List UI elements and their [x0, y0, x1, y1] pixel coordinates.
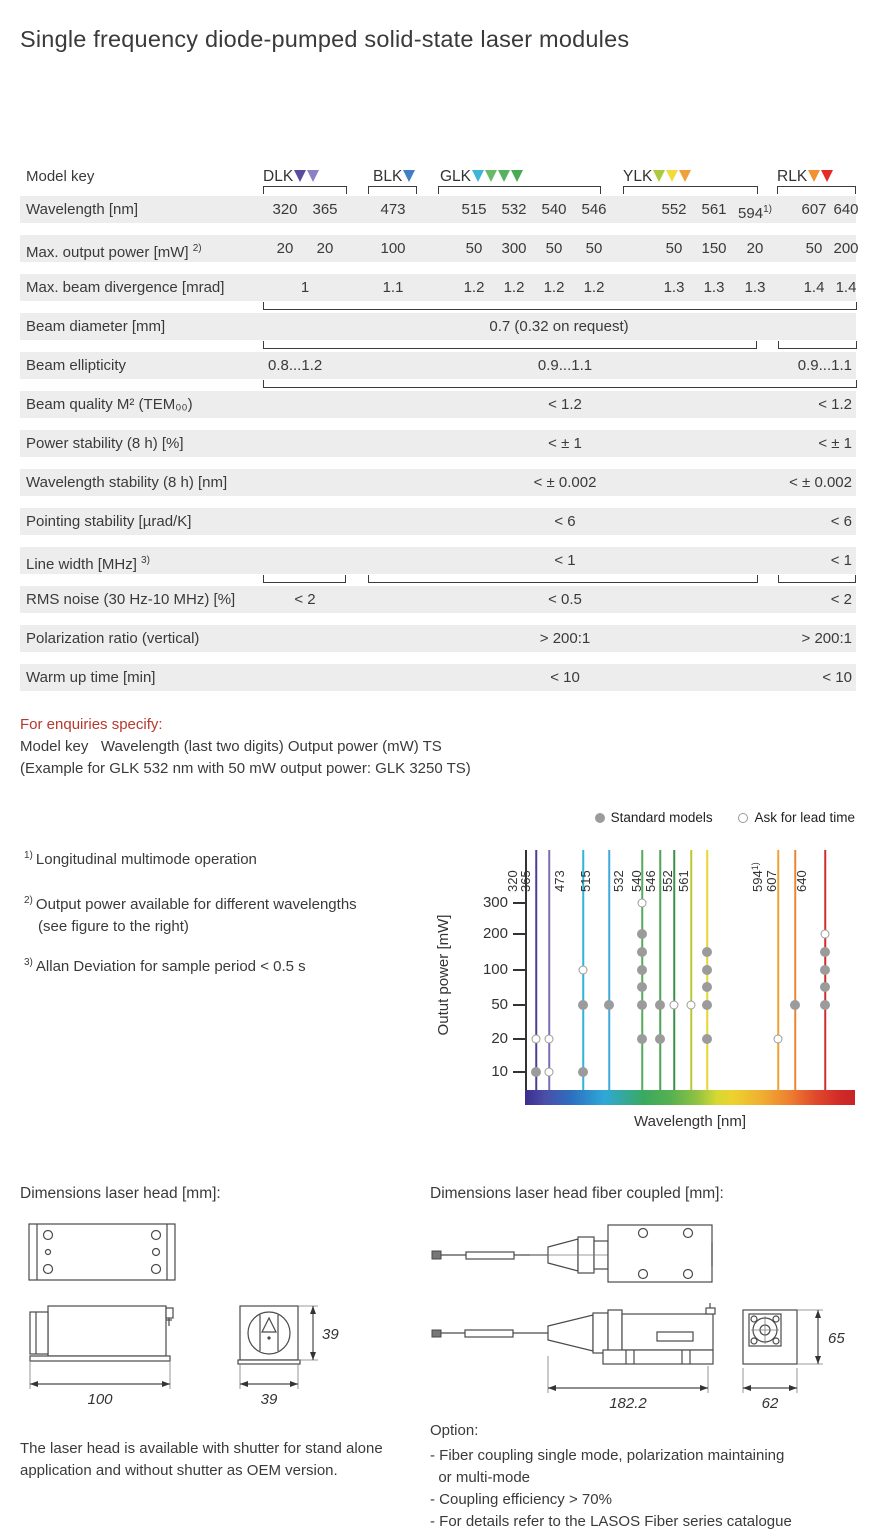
- footnote-3: $^{3)}$ Allan Deviation for sample period < 0.5 s: [24, 957, 306, 975]
- table-cell: < ± 0.002: [789, 474, 852, 491]
- wavelength-line-label: 473: [552, 870, 567, 892]
- y-tick-mark: [513, 969, 525, 971]
- data-point-standard: [578, 1067, 588, 1077]
- table-cell: 50: [585, 240, 603, 257]
- table-cell: 0.7 (0.32 on request): [489, 318, 629, 335]
- y-tick-label: 300: [482, 894, 508, 911]
- table-cell: 365: [312, 201, 338, 218]
- wavelength-line-label: 546: [643, 870, 658, 892]
- wavelength-line-label: 561: [676, 870, 691, 892]
- model-color-triangle-icon: [307, 170, 319, 182]
- table-cell: < 6: [554, 513, 576, 530]
- legend-item-standard: Standard models: [595, 810, 713, 825]
- data-point-lead: [579, 966, 588, 975]
- row-label: RMS noise (30 Hz-10 MHz) [%]: [26, 591, 236, 608]
- table-row-divergence: [20, 274, 856, 301]
- wavelength-line: [548, 850, 550, 1090]
- table-cell: 0.9...1.1: [537, 357, 593, 374]
- svg-text:39: 39: [260, 1391, 278, 1408]
- table-cell: 1.3: [744, 279, 766, 296]
- row-label: Pointing stability [µrad/K]: [26, 513, 192, 530]
- table-cell: < 10: [550, 669, 580, 686]
- y-tick-mark: [513, 933, 525, 935]
- data-point-standard: [578, 1000, 588, 1010]
- filled-dot-icon: [595, 813, 605, 823]
- table-cell: 100: [380, 240, 406, 257]
- table-cell: < ± 1: [548, 435, 582, 452]
- data-point-standard: [637, 929, 647, 939]
- footnote-1: $^{1)}$ Longitudinal multimode operation: [24, 850, 257, 868]
- row-label: Wavelength [nm]: [26, 201, 138, 218]
- wavelength-line-label: 552: [660, 870, 675, 892]
- row-label: Beam quality M² (TEM₀₀): [26, 396, 193, 413]
- table-cell: < 6: [830, 513, 852, 530]
- chart-legend: [430, 810, 855, 825]
- table-cell: 0.9...1.1: [797, 357, 852, 374]
- data-point-standard: [702, 947, 712, 957]
- dimensions-right-heading: Dimensions laser head fiber coupled [mm]:: [430, 1185, 724, 1202]
- data-point-standard: [702, 1034, 712, 1044]
- y-tick-label: 50: [491, 996, 508, 1013]
- model-color-triangle-icon: [821, 170, 833, 182]
- data-point-lead: [545, 1035, 554, 1044]
- table-cell: 1: [300, 279, 310, 296]
- table-row-output-power: [20, 235, 859, 262]
- enquiries-line2: (Example for GLK 532 nm with 50 mW output power: GLK 3250 TS): [20, 760, 471, 777]
- model-key-label: Model key: [26, 168, 95, 185]
- enquiries-line1: Model key Wavelength (last two digits) Output power (mW) TS: [20, 738, 442, 755]
- table-cell: 50: [805, 240, 823, 257]
- data-point-standard: [702, 1000, 712, 1010]
- table-cell: 540: [541, 201, 567, 218]
- model-group-glk: GLK: [440, 163, 523, 190]
- laser-head-side-view-drawing: [28, 1296, 188, 1410]
- row-bracket: [778, 341, 857, 349]
- open-dot-icon: [738, 813, 748, 823]
- table-cell: 50: [665, 240, 683, 257]
- fiber-head-top-view-drawing: [430, 1212, 722, 1300]
- output-power-chart: [430, 800, 878, 1145]
- row-label: Beam diameter [mm]: [26, 318, 166, 335]
- group-bracket-glk: [438, 186, 601, 194]
- table-cell: < 1: [554, 552, 576, 569]
- table-cell: 150: [701, 240, 727, 257]
- data-point-lead: [687, 1001, 696, 1010]
- svg-text:39: 39: [322, 1326, 339, 1343]
- data-point-standard: [820, 947, 830, 957]
- row-bracket: [263, 575, 346, 583]
- table-row-polarization: [20, 625, 856, 652]
- svg-text:62: 62: [761, 1395, 779, 1412]
- table-cell: < 2: [294, 591, 316, 608]
- row-label: Max. beam divergence [mrad]: [26, 279, 225, 296]
- data-point-standard: [655, 1034, 665, 1044]
- wavelength-line-label: 607: [764, 870, 779, 892]
- option-item-1: - Fiber coupling single mode, polarization maintaining: [430, 1447, 785, 1464]
- table-cell: 515: [461, 201, 487, 218]
- data-point-lead: [532, 1035, 541, 1044]
- table-cell: 552: [661, 201, 687, 218]
- row-label: Beam ellipticity: [26, 357, 127, 374]
- data-point-standard: [820, 965, 830, 975]
- table-cell: 20: [276, 240, 294, 257]
- table-cell: 1.3: [703, 279, 725, 296]
- table-row-warmup: [20, 664, 856, 691]
- model-color-triangle-icon: [511, 170, 523, 182]
- wavelength-line-label: 594$^{1)}$: [750, 862, 765, 892]
- table-cell: 1.3: [663, 279, 685, 296]
- table-cell: 20: [746, 240, 764, 257]
- wavelength-line: [535, 850, 537, 1090]
- table-cell: 1.2: [543, 279, 565, 296]
- table-cell: 320: [272, 201, 298, 218]
- table-cell: < 10: [822, 669, 852, 686]
- row-bracket: [263, 341, 757, 349]
- model-group-ylk: YLK: [623, 163, 691, 190]
- option-item-3: - Coupling efficiency > 70%: [430, 1491, 612, 1508]
- row-label: Power stability (8 h) [%]: [26, 435, 184, 452]
- row-label: Warm up time [min]: [26, 669, 156, 686]
- table-cell: 532: [501, 201, 527, 218]
- row-label: Wavelength stability (8 h) [nm]: [26, 474, 228, 491]
- data-point-standard: [531, 1067, 541, 1077]
- row-bracket: [263, 380, 857, 388]
- data-point-standard: [655, 1000, 665, 1010]
- model-color-triangle-icon: [403, 170, 415, 182]
- data-point-lead: [821, 930, 830, 939]
- wavelength-line-label: 640: [794, 870, 809, 892]
- table-cell: < 1.2: [548, 396, 582, 413]
- group-bracket-dlk: [263, 186, 347, 194]
- x-axis-label: Wavelength [nm]: [634, 1113, 746, 1130]
- data-point-standard: [790, 1000, 800, 1010]
- wavelength-line-label: 515: [578, 870, 593, 892]
- table-row-beam-diameter: [20, 313, 856, 340]
- model-color-triangle-icon: [679, 170, 691, 182]
- table-cell: < 1.2: [818, 396, 852, 413]
- group-bracket-blk: [368, 186, 417, 194]
- table-cell: 473: [380, 201, 406, 218]
- model-group-blk: BLK: [373, 163, 415, 190]
- table-cell: 1.4: [835, 279, 857, 296]
- y-tick-label: 100: [482, 961, 508, 978]
- table-row-ellipticity: [20, 352, 856, 379]
- model-color-triangle-icon: [472, 170, 484, 182]
- wavelength-line-label: 365: [518, 870, 533, 892]
- table-row-power-stability: [20, 430, 856, 457]
- model-color-triangle-icon: [653, 170, 665, 182]
- data-point-standard: [637, 1034, 647, 1044]
- model-group-dlk: DLK: [263, 163, 319, 190]
- model-color-triangle-icon: [294, 170, 306, 182]
- y-tick-label: 10: [491, 1063, 508, 1080]
- page-title: Single frequency diode-pumped solid-state laser modules: [20, 26, 630, 52]
- table-row-pointing-stability: [20, 508, 856, 535]
- option-item-4: - For details refer to the LASOS Fiber series catalogue: [430, 1513, 792, 1530]
- fiber-head-side-view-drawing: [430, 1298, 878, 1414]
- data-point-lead: [670, 1001, 679, 1010]
- table-cell: < 2: [830, 591, 852, 608]
- wavelength-line-label: 320: [505, 870, 520, 892]
- table-cell: 0.8...1.2: [268, 357, 323, 374]
- row-label: Max. output power [mW] $^{2)}$: [26, 243, 202, 261]
- data-point-standard: [820, 982, 830, 992]
- data-point-lead: [638, 899, 647, 908]
- enquiries-heading: For enquiries specify:: [20, 716, 163, 733]
- row-bracket: [368, 575, 758, 583]
- laser-head-front-view-drawing: [236, 1296, 348, 1410]
- row-label: Polarization ratio (vertical): [26, 630, 200, 647]
- data-point-standard: [604, 1000, 614, 1010]
- data-point-standard: [702, 982, 712, 992]
- data-point-standard: [820, 1000, 830, 1010]
- group-bracket-rlk: [777, 186, 856, 194]
- model-color-triangle-icon: [485, 170, 497, 182]
- table-cell: < 0.5: [548, 591, 582, 608]
- data-point-standard: [702, 965, 712, 975]
- table-cell: < 1: [830, 552, 852, 569]
- table-cell: < ± 1: [818, 435, 852, 452]
- table-row-rms-noise: [20, 586, 856, 613]
- data-point-lead: [545, 1068, 554, 1077]
- table-cell: 1.2: [463, 279, 485, 296]
- table-cell: 1.1: [382, 279, 404, 296]
- table-cell: 20: [316, 240, 334, 257]
- laser-head-top-view-drawing: [28, 1216, 178, 1286]
- table-cell: 50: [545, 240, 563, 257]
- table-cell: 1.4: [803, 279, 825, 296]
- svg-text:182.2: 182.2: [609, 1395, 647, 1412]
- table-cell: 594$^{1)}$: [738, 204, 772, 222]
- table-row-wavelength: [20, 196, 859, 223]
- model-color-triangle-icon: [498, 170, 510, 182]
- dimensions-left-heading: Dimensions laser head [mm]:: [20, 1185, 221, 1202]
- legend-item-lead-time: Ask for lead time: [738, 810, 855, 825]
- model-color-triangle-icon: [808, 170, 820, 182]
- svg-text:100: 100: [87, 1391, 113, 1408]
- table-cell: 640: [833, 201, 859, 218]
- table-cell: > 200:1: [801, 630, 852, 647]
- y-tick-mark: [513, 1071, 525, 1073]
- wavelength-line-label: 540: [629, 870, 644, 892]
- table-cell: 607: [801, 201, 827, 218]
- table-row-wavelength-stability: [20, 469, 856, 496]
- row-bracket: [263, 302, 857, 310]
- y-axis-label: Outut power [mW]: [435, 914, 452, 1036]
- data-point-standard: [637, 965, 647, 975]
- table-row-line-width: [20, 547, 856, 574]
- group-bracket-ylk: [623, 186, 758, 194]
- y-tick-mark: [513, 1038, 525, 1040]
- table-cell: 561: [701, 201, 727, 218]
- row-label: Line width [MHz] $^{3)}$: [26, 555, 150, 573]
- table-cell: 300: [501, 240, 527, 257]
- data-point-lead: [774, 1035, 783, 1044]
- table-cell: 200: [833, 240, 859, 257]
- wavelength-line-label: 532: [611, 870, 626, 892]
- svg-text:65: 65: [828, 1330, 845, 1347]
- option-item-2: or multi-mode: [430, 1469, 531, 1486]
- data-point-standard: [637, 947, 647, 957]
- footnote-2: $^{2)}$ Output power available for different wavelengths (see figure to the right): [24, 895, 357, 935]
- table-cell: 546: [581, 201, 607, 218]
- y-tick-mark: [513, 902, 525, 904]
- y-tick-label: 200: [482, 925, 508, 942]
- y-tick-mark: [513, 1004, 525, 1006]
- table-cell: 1.2: [583, 279, 605, 296]
- table-cell: 50: [465, 240, 483, 257]
- shutter-note: The laser head is available with shutter for stand alone application and without shutter as OEM version.: [20, 1440, 383, 1479]
- data-point-standard: [637, 1000, 647, 1010]
- option-heading: Option:: [430, 1422, 479, 1439]
- table-cell: 1.2: [503, 279, 525, 296]
- table-cell: < ± 0.002: [533, 474, 597, 491]
- model-color-triangle-icon: [666, 170, 678, 182]
- model-group-rlk: RLK: [777, 163, 833, 190]
- row-bracket: [778, 575, 856, 583]
- table-row-beam-quality: [20, 391, 856, 418]
- y-tick-label: 20: [491, 1030, 508, 1047]
- spectrum-bar: [525, 1090, 855, 1105]
- wavelength-line: [608, 850, 610, 1090]
- data-point-standard: [637, 982, 647, 992]
- table-cell: > 200:1: [539, 630, 591, 647]
